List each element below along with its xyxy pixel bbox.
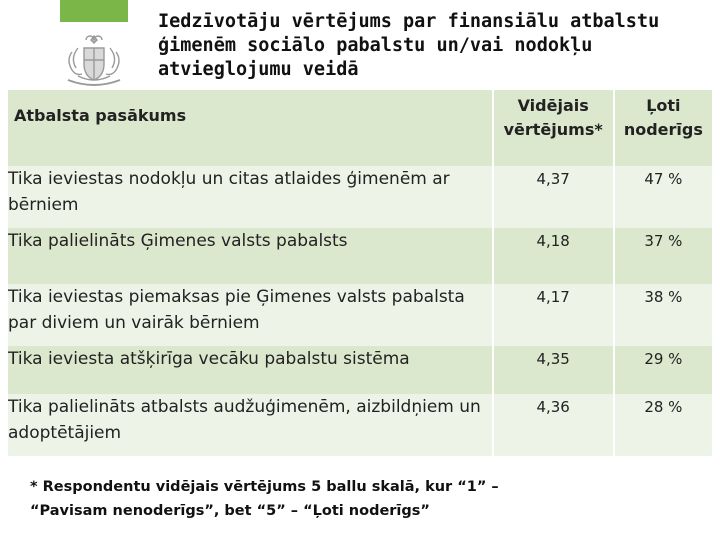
table-header-row	[8, 90, 712, 166]
share-cell: 37 %	[614, 228, 712, 284]
header-average-rating: Vidējais vērtējums*	[493, 90, 614, 166]
average-cell: 4,18	[493, 228, 614, 284]
table-row	[8, 166, 712, 228]
average-cell: 4,36	[493, 394, 614, 456]
table-row	[8, 346, 712, 394]
share-cell: 29 %	[614, 346, 712, 394]
measure-cell: Tika palielināts atbalsts audžuģimenēm, aizbildņiem un adoptētājiem	[8, 394, 493, 456]
share-cell: 28 %	[614, 394, 712, 456]
header-very-useful: Ļoti noderīgs	[614, 90, 712, 166]
measure-cell: Tika ieviestas piemaksas pie Ģimenes valsts pabalsta par diviem un vairāk bērniem	[8, 284, 493, 346]
page-title: Iedzīvotāju vērtējums par finansiālu atbalstu ģimenēm sociālo pabalstu un/vai nodokļu atvieglojumu veidā	[158, 11, 660, 80]
share-cell: 38 %	[614, 284, 712, 346]
table-row	[8, 394, 712, 456]
latvia-coat-of-arms-icon	[58, 30, 130, 90]
table-row	[8, 228, 712, 284]
share-cell: 47 %	[614, 166, 712, 228]
average-cell: 4,37	[493, 166, 614, 228]
footnote: * Respondentu vidējais vērtējums 5 ballu skalā, kur “1” – “Pavisam nenoderīgs”, bet “5” – “Ļoti noderīgs”	[30, 479, 499, 519]
support-measures-table	[8, 90, 712, 456]
average-cell: 4,17	[493, 284, 614, 346]
measure-cell: Tika palielināts Ģimenes valsts pabalsts	[8, 228, 493, 284]
header-measure: Atbalsta pasākums	[8, 90, 493, 166]
measure-cell: Tika ieviesta atšķirīga vecāku pabalstu sistēma	[8, 346, 493, 394]
table-row	[8, 284, 712, 346]
header-accent-bar	[60, 0, 128, 22]
average-cell: 4,35	[493, 346, 614, 394]
measure-cell: Tika ieviestas nodokļu un citas atlaides ģimenēm ar bērniem	[8, 166, 493, 228]
